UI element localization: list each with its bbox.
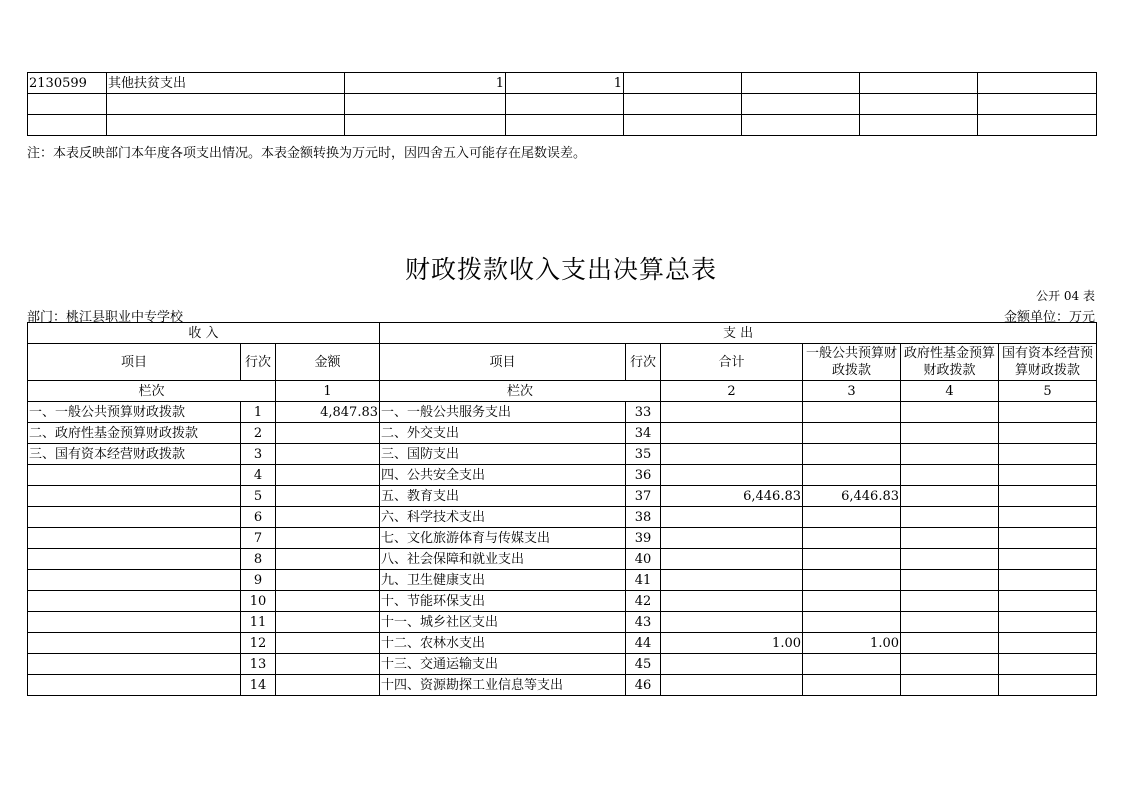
income-row-no-cell: 10 xyxy=(241,591,276,612)
table-row xyxy=(28,402,1097,423)
state-capital-amount-cell xyxy=(999,507,1097,528)
income-row-no-cell: 12 xyxy=(241,633,276,654)
income-amount-cell xyxy=(276,612,380,633)
state-capital-amount-cell xyxy=(999,633,1097,654)
gov-fund-amount-cell xyxy=(901,507,999,528)
total-amount-cell xyxy=(661,612,803,633)
total-amount-cell xyxy=(661,528,803,549)
table-row xyxy=(28,591,1097,612)
table-cell: 2130599 xyxy=(28,73,107,94)
prior-page-table xyxy=(27,72,1097,136)
gov-fund-amount-cell xyxy=(901,402,999,423)
expense-item-cell: 十、节能环保支出 xyxy=(380,591,626,612)
total-amount-cell xyxy=(661,570,803,591)
col-index-4: 4 xyxy=(901,381,999,402)
state-capital-amount-cell xyxy=(999,570,1097,591)
table-row xyxy=(28,444,1097,465)
total-amount-cell xyxy=(661,591,803,612)
state-capital-amount-cell xyxy=(999,423,1097,444)
table-cell xyxy=(28,115,107,136)
income-item-cell: 一、一般公共预算财政拨款 xyxy=(28,402,241,423)
state-capital-amount-cell xyxy=(999,654,1097,675)
total-amount-cell xyxy=(661,444,803,465)
expense-row-no-cell: 35 xyxy=(626,444,661,465)
expense-item-cell: 十四、资源勘探工业信息等支出 xyxy=(380,675,626,696)
income-amount-cell xyxy=(276,591,380,612)
gov-fund-amount-cell xyxy=(901,444,999,465)
total-amount-cell: 6,446.83 xyxy=(661,486,803,507)
amount-unit-label: 金额单位：万元 xyxy=(1003,310,1095,325)
income-amount-cell xyxy=(276,423,380,444)
expense-row-no-cell: 41 xyxy=(626,570,661,591)
expense-item-cell: 二、外交支出 xyxy=(380,423,626,444)
total-amount-cell xyxy=(661,549,803,570)
table-cell xyxy=(624,94,742,115)
expense-item-cell: 三、国防支出 xyxy=(380,444,626,465)
expense-row-no-cell: 40 xyxy=(626,549,661,570)
income-amount-cell xyxy=(276,486,380,507)
gov-fund-header: 政府性基金预算财政拨款 xyxy=(901,344,999,381)
col-index-3: 3 xyxy=(803,381,901,402)
income-row-no-cell: 4 xyxy=(241,465,276,486)
department-label: 部门：桃江县职业中专学校 xyxy=(27,310,184,325)
state-capital-amount-cell xyxy=(999,528,1097,549)
form-code: 公开 04 表 xyxy=(1036,289,1095,303)
expense-row-no-cell: 45 xyxy=(626,654,661,675)
income-row-no-cell: 13 xyxy=(241,654,276,675)
expense-row-no-cell: 43 xyxy=(626,612,661,633)
expense-item-cell: 十三、交通运输支出 xyxy=(380,654,626,675)
income-amount-cell xyxy=(276,465,380,486)
total-amount-cell xyxy=(661,423,803,444)
gov-fund-amount-cell xyxy=(901,465,999,486)
income-row-no-cell: 2 xyxy=(241,423,276,444)
table-cell xyxy=(742,115,860,136)
income-row-no-cell: 8 xyxy=(241,549,276,570)
state-capital-amount-cell xyxy=(999,675,1097,696)
income-amount-cell xyxy=(276,654,380,675)
gov-fund-amount-cell xyxy=(901,423,999,444)
gov-fund-amount-cell xyxy=(901,675,999,696)
table-row xyxy=(28,528,1097,549)
table-cell xyxy=(624,115,742,136)
gov-fund-amount-cell xyxy=(901,591,999,612)
table-row xyxy=(28,465,1097,486)
income-row-no-cell: 3 xyxy=(241,444,276,465)
income-row-no-cell: 7 xyxy=(241,528,276,549)
general-budget-amount-cell xyxy=(803,654,901,675)
income-row-no-cell: 11 xyxy=(241,612,276,633)
table-cell xyxy=(860,94,978,115)
total-amount-cell xyxy=(661,654,803,675)
expense-item-header: 项目 xyxy=(380,344,626,381)
expense-row-no-cell: 33 xyxy=(626,402,661,423)
table-cell xyxy=(978,94,1097,115)
section-header-row xyxy=(28,323,1097,344)
expense-item-cell: 九、卫生健康支出 xyxy=(380,570,626,591)
income-amount-cell xyxy=(276,549,380,570)
general-budget-header: 一般公共预算财政拨款 xyxy=(803,344,901,381)
income-section-header: 收 入 xyxy=(28,323,380,344)
table-cell xyxy=(860,73,978,94)
expense-item-cell: 一、一般公共服务支出 xyxy=(380,402,626,423)
state-capital-amount-cell xyxy=(999,549,1097,570)
table-row xyxy=(28,507,1097,528)
column-header-row xyxy=(28,344,1097,381)
table-row xyxy=(28,94,1097,115)
table-cell xyxy=(345,115,506,136)
income-item-cell xyxy=(28,612,241,633)
income-item-cell xyxy=(28,486,241,507)
income-item-cell: 三、国有资本经营财政拨款 xyxy=(28,444,241,465)
expense-item-cell: 六、科学技术支出 xyxy=(380,507,626,528)
income-item-cell xyxy=(28,507,241,528)
table-cell: 1 xyxy=(506,73,624,94)
income-item-cell xyxy=(28,633,241,654)
total-amount-cell: 1.00 xyxy=(661,633,803,654)
general-budget-amount-cell xyxy=(803,507,901,528)
state-capital-amount-cell xyxy=(999,444,1097,465)
income-col-label: 栏次 xyxy=(28,381,276,402)
table-cell xyxy=(506,115,624,136)
expense-row-no-cell: 46 xyxy=(626,675,661,696)
col-index-2: 2 xyxy=(661,381,803,402)
income-item-cell xyxy=(28,675,241,696)
gov-fund-amount-cell xyxy=(901,612,999,633)
table-cell xyxy=(624,73,742,94)
general-budget-amount-cell xyxy=(803,402,901,423)
total-amount-cell xyxy=(661,675,803,696)
page-title: 财政拨款收入支出决算总表 xyxy=(404,255,717,284)
income-row-no-header: 行次 xyxy=(241,344,276,381)
appropriation-summary-table xyxy=(27,322,1097,696)
income-item-cell xyxy=(28,654,241,675)
table-cell xyxy=(978,115,1097,136)
table-cell xyxy=(860,115,978,136)
state-capital-amount-cell xyxy=(999,486,1097,507)
general-budget-amount-cell xyxy=(803,591,901,612)
total-header: 合计 xyxy=(661,344,803,381)
expense-item-cell: 七、文化旅游体育与传媒支出 xyxy=(380,528,626,549)
gov-fund-amount-cell xyxy=(901,570,999,591)
income-amount-header: 金额 xyxy=(276,344,380,381)
expense-row-no-cell: 34 xyxy=(626,423,661,444)
total-amount-cell xyxy=(661,465,803,486)
expense-row-no-cell: 38 xyxy=(626,507,661,528)
general-budget-amount-cell xyxy=(803,444,901,465)
expense-row-no-cell: 42 xyxy=(626,591,661,612)
state-capital-header: 国有资本经营预算财政拨款 xyxy=(999,344,1097,381)
col-index-5: 5 xyxy=(999,381,1097,402)
col-index-1: 1 xyxy=(276,381,380,402)
expense-row-no-cell: 36 xyxy=(626,465,661,486)
income-amount-cell xyxy=(276,675,380,696)
gov-fund-amount-cell xyxy=(901,633,999,654)
table-cell: 其他扶贫支出 xyxy=(107,73,345,94)
income-item-cell xyxy=(28,465,241,486)
general-budget-amount-cell xyxy=(803,549,901,570)
table-row xyxy=(28,549,1097,570)
expense-col-label: 栏次 xyxy=(380,381,661,402)
gov-fund-amount-cell xyxy=(901,549,999,570)
income-amount-cell xyxy=(276,528,380,549)
gov-fund-amount-cell xyxy=(901,486,999,507)
expense-row-no-cell: 44 xyxy=(626,633,661,654)
column-index-row xyxy=(28,381,1097,402)
table-row xyxy=(28,654,1097,675)
income-item-header: 项目 xyxy=(28,344,241,381)
expense-section-header: 支 出 xyxy=(380,323,1097,344)
income-row-no-cell: 9 xyxy=(241,570,276,591)
income-row-no-cell: 6 xyxy=(241,507,276,528)
income-item-cell: 二、政府性基金预算财政拨款 xyxy=(28,423,241,444)
table-row xyxy=(28,115,1097,136)
income-item-cell xyxy=(28,570,241,591)
income-amount-cell xyxy=(276,633,380,654)
table-row xyxy=(28,73,1097,94)
expense-row-no-cell: 39 xyxy=(626,528,661,549)
general-budget-amount-cell xyxy=(803,465,901,486)
table-row xyxy=(28,423,1097,444)
table-row xyxy=(28,633,1097,654)
income-item-cell xyxy=(28,549,241,570)
general-budget-amount-cell: 1.00 xyxy=(803,633,901,654)
table-cell xyxy=(506,94,624,115)
table-row xyxy=(28,570,1097,591)
total-amount-cell xyxy=(661,402,803,423)
expense-item-cell: 八、社会保障和就业支出 xyxy=(380,549,626,570)
table-cell xyxy=(107,115,345,136)
expense-row-no-cell: 37 xyxy=(626,486,661,507)
table-cell xyxy=(345,94,506,115)
income-amount-cell xyxy=(276,444,380,465)
table-note: 注：本表反映部门本年度各项支出情况。本表金额转换为万元时，因四舍五入可能存在尾数误差。 xyxy=(27,146,587,161)
income-amount-cell xyxy=(276,507,380,528)
table-cell xyxy=(742,94,860,115)
expense-item-cell: 十一、城乡社区支出 xyxy=(380,612,626,633)
income-row-no-cell: 14 xyxy=(241,675,276,696)
state-capital-amount-cell xyxy=(999,612,1097,633)
general-budget-amount-cell: 6,446.83 xyxy=(803,486,901,507)
table-cell xyxy=(28,94,107,115)
expense-row-no-header: 行次 xyxy=(626,344,661,381)
general-budget-amount-cell xyxy=(803,570,901,591)
income-row-no-cell: 1 xyxy=(241,402,276,423)
table-row xyxy=(28,486,1097,507)
income-amount-cell: 4,847.83 xyxy=(276,402,380,423)
table-row xyxy=(28,675,1097,696)
income-row-no-cell: 5 xyxy=(241,486,276,507)
general-budget-amount-cell xyxy=(803,675,901,696)
state-capital-amount-cell xyxy=(999,465,1097,486)
expense-item-cell: 十二、农林水支出 xyxy=(380,633,626,654)
table-cell xyxy=(742,73,860,94)
general-budget-amount-cell xyxy=(803,528,901,549)
gov-fund-amount-cell xyxy=(901,654,999,675)
income-item-cell xyxy=(28,591,241,612)
state-capital-amount-cell xyxy=(999,402,1097,423)
total-amount-cell xyxy=(661,507,803,528)
table-cell xyxy=(978,73,1097,94)
income-amount-cell xyxy=(276,570,380,591)
general-budget-amount-cell xyxy=(803,423,901,444)
general-budget-amount-cell xyxy=(803,612,901,633)
gov-fund-amount-cell xyxy=(901,528,999,549)
expense-item-cell: 四、公共安全支出 xyxy=(380,465,626,486)
table-cell: 1 xyxy=(345,73,506,94)
expense-item-cell: 五、教育支出 xyxy=(380,486,626,507)
table-row xyxy=(28,612,1097,633)
table-cell xyxy=(107,94,345,115)
state-capital-amount-cell xyxy=(999,591,1097,612)
income-item-cell xyxy=(28,528,241,549)
